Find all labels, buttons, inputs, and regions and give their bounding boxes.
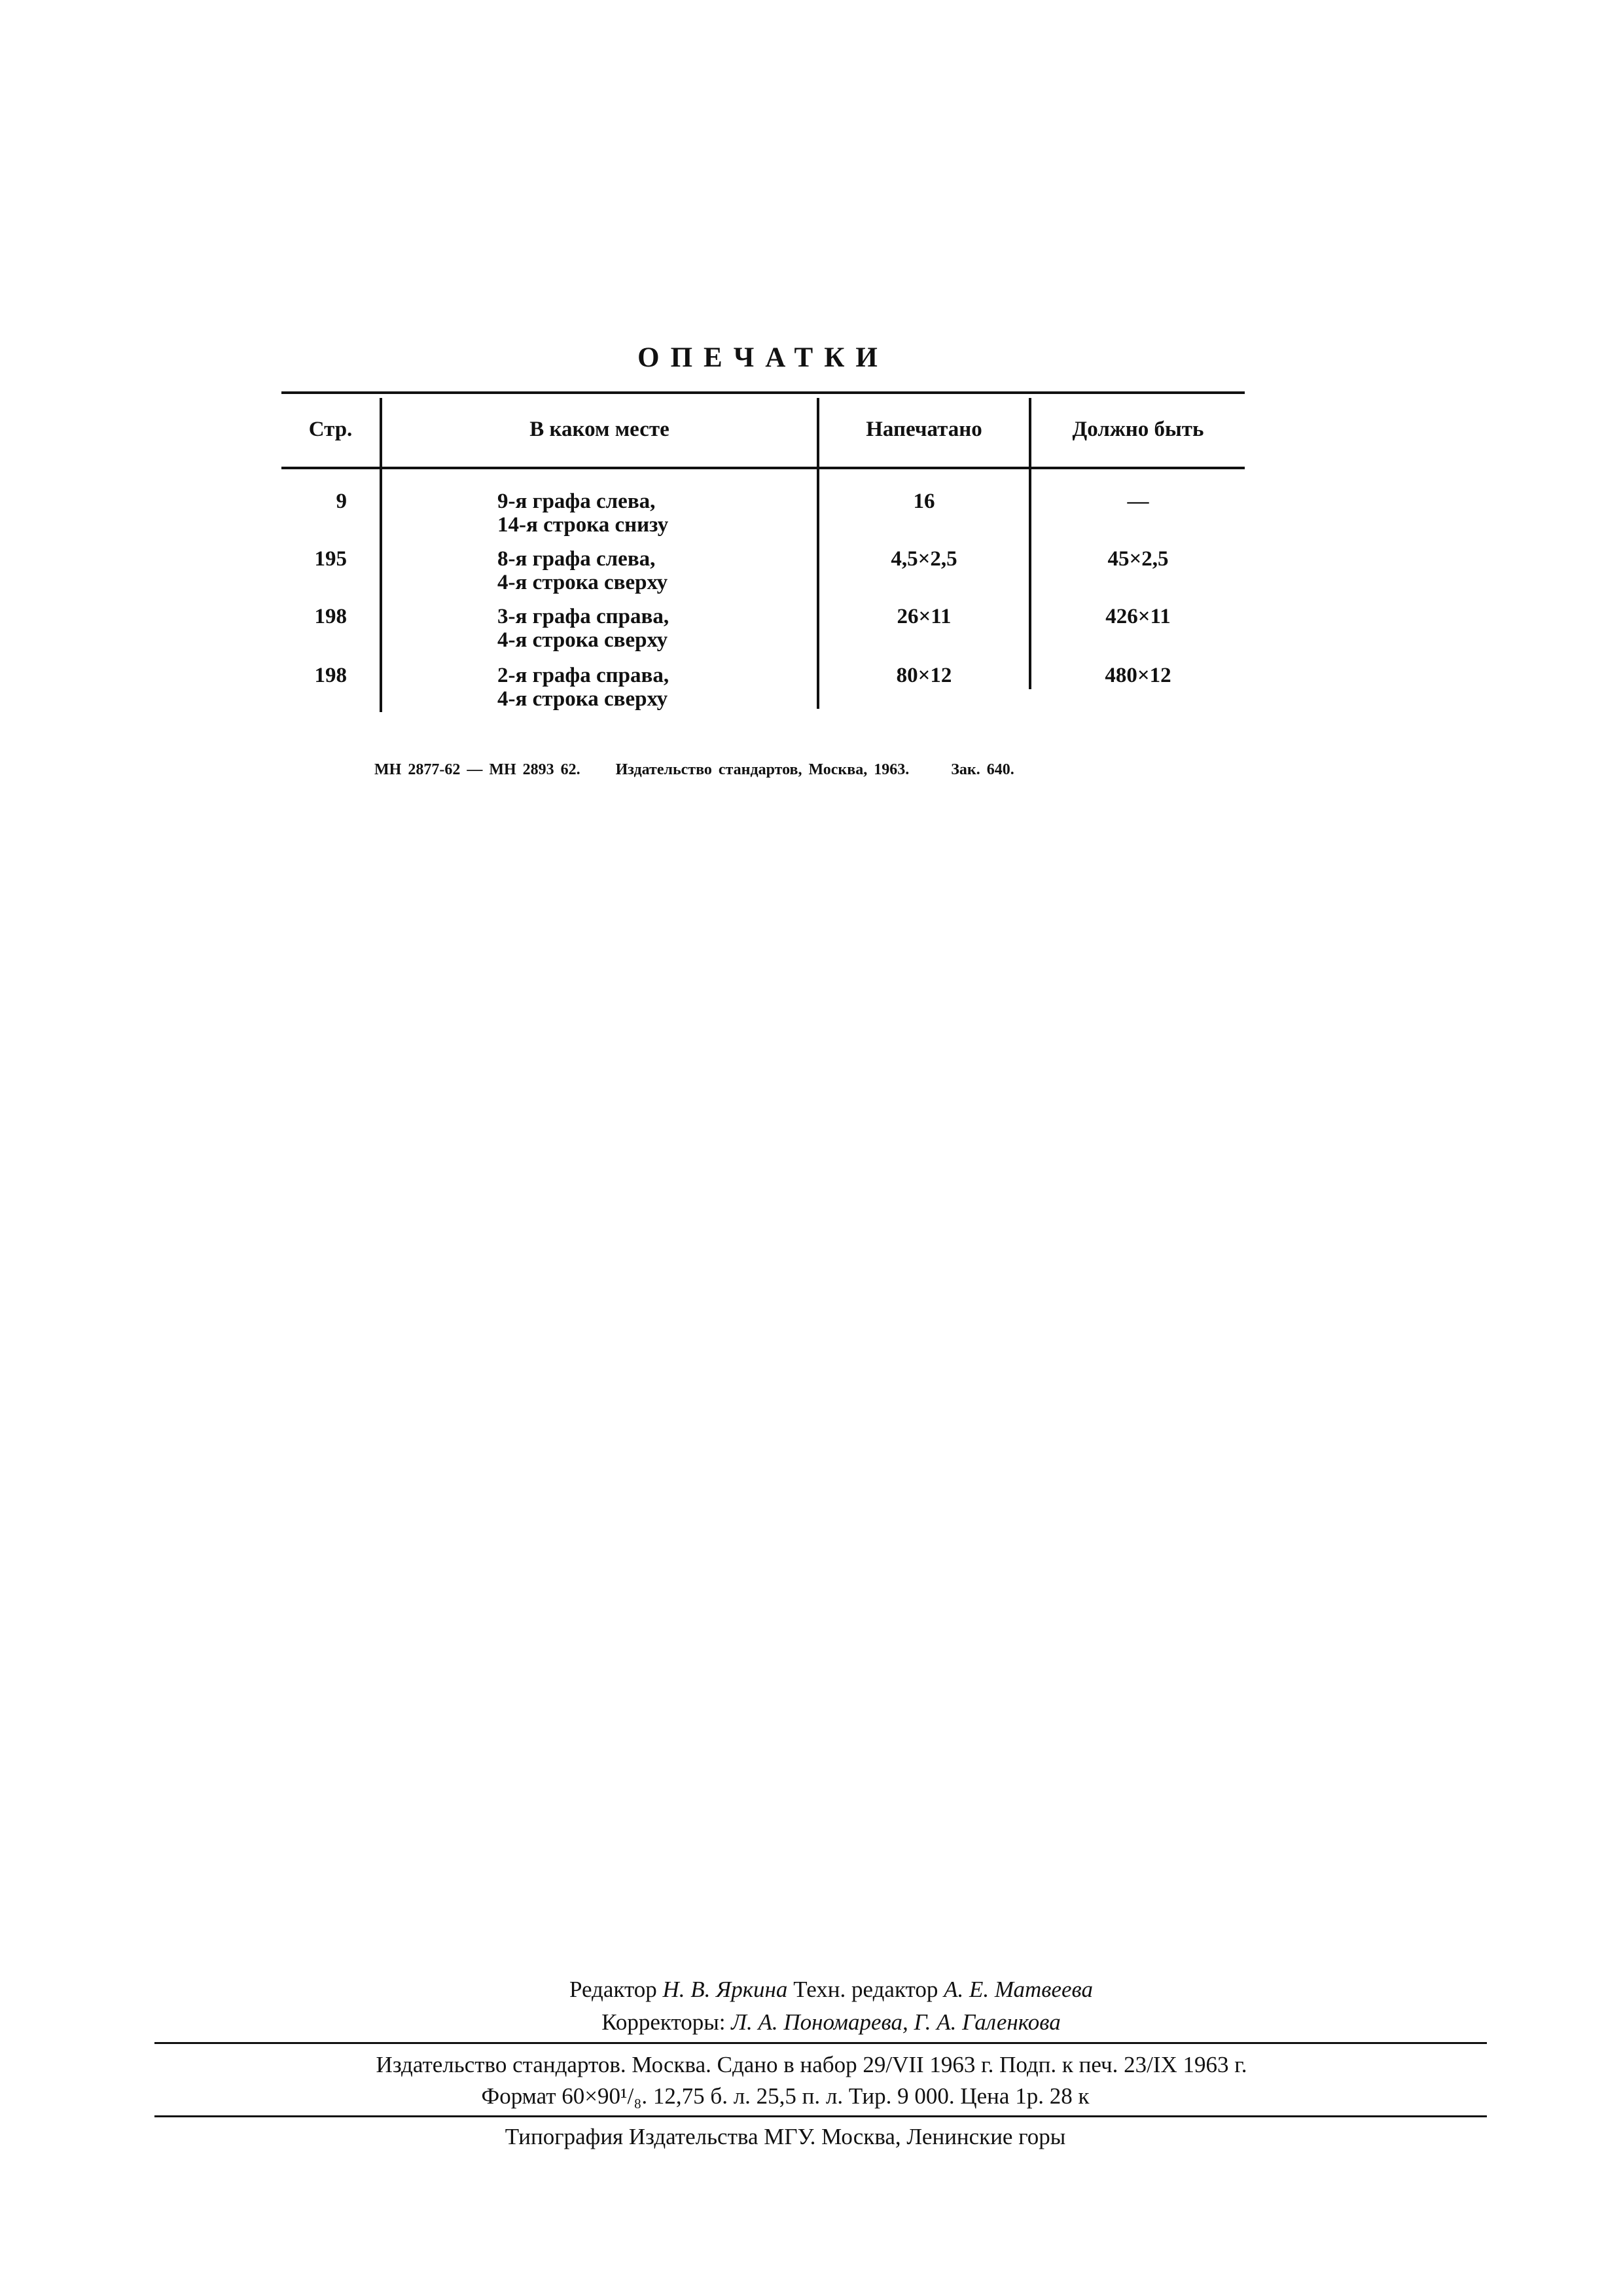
cell-place-line-2: 4-я строка сверху: [497, 571, 668, 594]
cell-place: [497, 490, 812, 537]
imprint-standards: МН 2877-62 — МН 2893 62.: [374, 761, 580, 778]
proofreaders-names: Л. А. Пономарева, Г. А. Галенкова: [731, 2009, 1061, 2035]
colophon-proofreaders: [20, 2009, 1623, 2036]
cell-place-line-1: 8-я графа слева,: [497, 547, 656, 571]
colophon-printing-house: Типография Издательства МГУ. Москва, Ленинские горы: [505, 2124, 1066, 2149]
cell-place-line-2: 4-я строка сверху: [497, 687, 668, 711]
table-top-rule: [281, 391, 1245, 394]
cell-printed: 4,5×2,5: [891, 547, 957, 571]
table-row: [281, 490, 1245, 548]
errata-table: [281, 391, 1245, 755]
table-row: [281, 605, 1245, 664]
cell-place: [497, 605, 812, 652]
table-row: [281, 664, 1245, 723]
header-place: В каком месте: [529, 418, 669, 441]
editor-label: Редактор: [569, 1977, 657, 2002]
cell-printed: 80×12: [896, 664, 952, 687]
cell-correct: 45×2,5: [1107, 547, 1169, 571]
colophon-rule: [154, 2115, 1487, 2117]
cell-place: [497, 547, 812, 594]
colophon-format: Формат 60×90¹/₈. 12,75 б. л. 25,5 п. л. Тир. 9 000. Цена 1р. 28 к: [481, 2083, 1090, 2109]
cell-page: 198: [314, 605, 347, 628]
header-correct: Должно быть: [1072, 418, 1204, 441]
cell-place-line-1: 9-я графа слева,: [497, 490, 656, 513]
imprint-order: Зак. 640.: [951, 761, 1014, 778]
tech-editor-label: Техн. редактор: [793, 1977, 938, 2002]
cell-correct: 426×11: [1105, 605, 1171, 628]
header-printed: Напечатано: [866, 418, 982, 441]
table-header-rule: [281, 467, 1245, 469]
cell-correct: —: [1127, 490, 1149, 513]
tech-editor-name: А. Е. Матвеева: [944, 1977, 1094, 2002]
table-row: [281, 547, 1245, 606]
cell-page: 9: [336, 490, 347, 513]
cell-place-line-1: 3-я графа справа,: [497, 605, 669, 628]
errata-title: ОПЕЧАТКИ: [637, 342, 889, 373]
colophon-publishing: Издательство стандартов. Москва. Сдано в набор 29/VII 1963 г. Подп. к печ. 23/IX 1963 г.: [376, 2052, 1247, 2077]
colophon-rule: [154, 2042, 1487, 2044]
cell-page: 195: [314, 547, 347, 571]
colophon-editors: [20, 1977, 1623, 2003]
cell-place-line-2: 14-я строка снизу: [497, 513, 669, 537]
cell-printed: 16: [913, 490, 935, 513]
cell-place-line-1: 2-я графа справа,: [497, 664, 669, 687]
editor-name: Н. В. Яркина: [662, 1977, 788, 2002]
proofreaders-label: Корректоры:: [601, 2009, 726, 2035]
cell-correct: 480×12: [1105, 664, 1171, 687]
errata-imprint: [374, 761, 1225, 779]
cell-printed: 26×11: [897, 605, 952, 628]
header-page: Стр.: [308, 418, 353, 441]
cell-place: [497, 664, 812, 711]
cell-place-line-2: 4-я строка сверху: [497, 628, 668, 652]
cell-page: 198: [314, 664, 347, 687]
imprint-publisher: Издательство стандартов, Москва, 1963.: [615, 761, 910, 778]
